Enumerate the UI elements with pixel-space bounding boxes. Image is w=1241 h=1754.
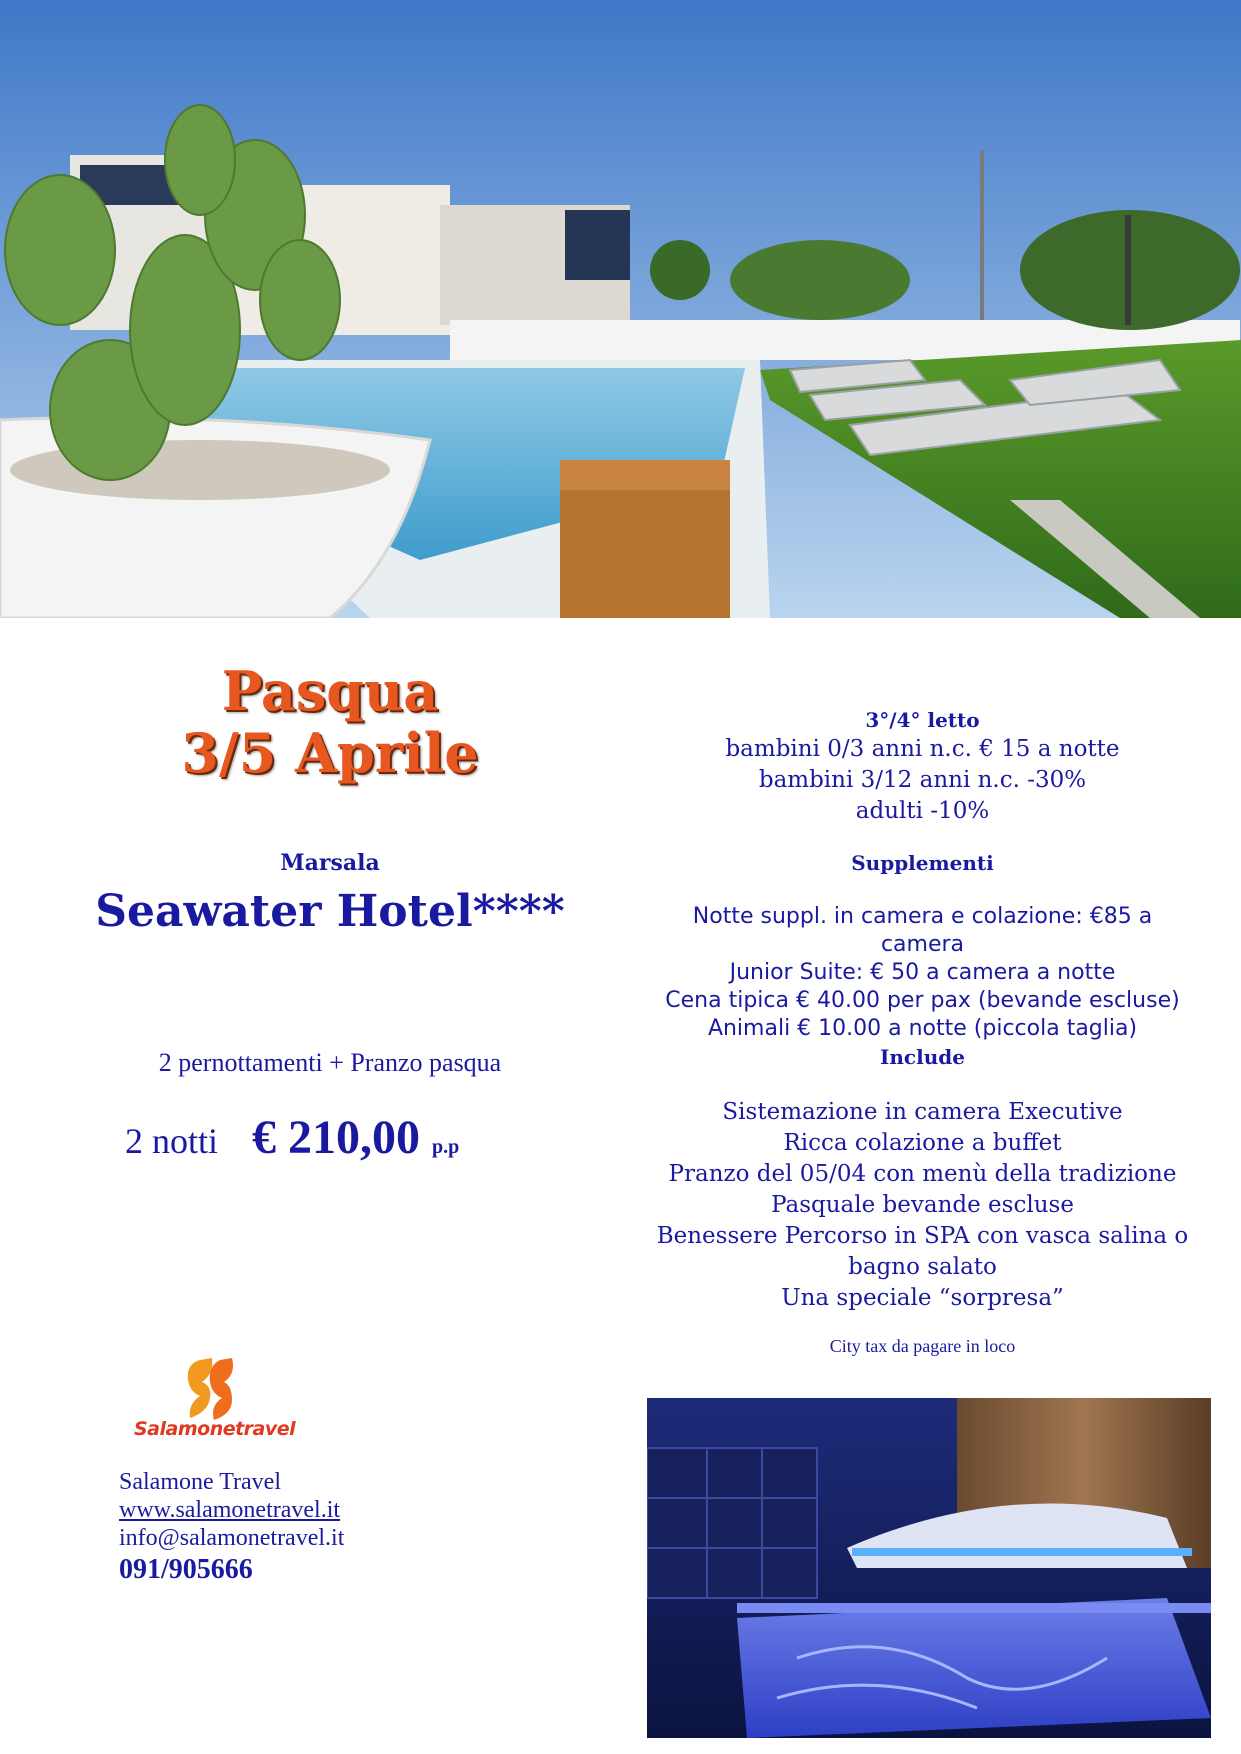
nights-label: 2 notti xyxy=(125,1121,219,1161)
price-row xyxy=(125,1110,459,1165)
hotel-name: Seawater Hotel**** xyxy=(95,886,565,937)
city-tax-note: City tax da pagare in loco xyxy=(829,1336,1016,1356)
agency-website-link[interactable]: www.salamonetravel.it xyxy=(119,1497,341,1523)
include-line: Sistemazione in camera Executive xyxy=(722,1099,1123,1125)
headline-title: Pasqua xyxy=(221,659,439,723)
hotel-pool-photo xyxy=(0,0,1241,618)
logo-wordmark: Salamonetravel xyxy=(134,1418,296,1440)
supplement-line: camera xyxy=(880,932,965,957)
supplement-line: Junior Suite: € 50 a camera a notte xyxy=(729,960,1116,985)
offer-details xyxy=(630,706,1215,1358)
agency-phone: 091/905666 xyxy=(119,1554,253,1585)
agency-email[interactable]: info@salamonetravel.it xyxy=(119,1525,345,1551)
include-line: Benessere Percorso in SPA con vasca salina o xyxy=(656,1223,1189,1249)
include-line: Pasquale bevande escluse xyxy=(771,1192,1074,1218)
supplement-line: Cena tipica € 40.00 per pax (bevande escluse) xyxy=(665,988,1180,1013)
include-line: bagno salato xyxy=(848,1254,997,1280)
include-line: Ricca colazione a buffet xyxy=(783,1130,1062,1156)
extra-beds-line: bambini 3/12 anni n.c. -30% xyxy=(758,767,1087,793)
package-description: 2 pernottamenti + Pranzo pasqua xyxy=(158,1048,502,1077)
extra-beds-line: bambini 0/3 anni n.c. € 15 a notte xyxy=(725,736,1120,762)
includes-title: Include xyxy=(880,1045,965,1069)
price-amount: € 210,00 xyxy=(252,1111,421,1164)
agency-name: Salamone Travel xyxy=(119,1469,281,1495)
include-line: Pranzo del 05/04 con menù della tradizione xyxy=(668,1161,1177,1187)
hotel-city: Marsala xyxy=(280,850,380,876)
agency-contact xyxy=(119,1468,344,1588)
include-line: Una speciale “sorpresa” xyxy=(781,1285,1064,1311)
extra-beds-line: adulti -10% xyxy=(855,798,990,824)
spa-salt-bath-photo xyxy=(647,1398,1211,1738)
supplement-line: Notte suppl. in camera e colazione: €85 a xyxy=(692,904,1153,929)
per-person-label: p.p xyxy=(432,1136,460,1158)
supplement-line: Animali € 10.00 a notte (piccola taglia) xyxy=(707,1016,1138,1041)
supplements-title: Supplementi xyxy=(851,851,994,875)
headline-dates: 3/5 Aprile xyxy=(181,721,479,785)
extra-beds-title: 3°/4° letto xyxy=(865,708,980,732)
